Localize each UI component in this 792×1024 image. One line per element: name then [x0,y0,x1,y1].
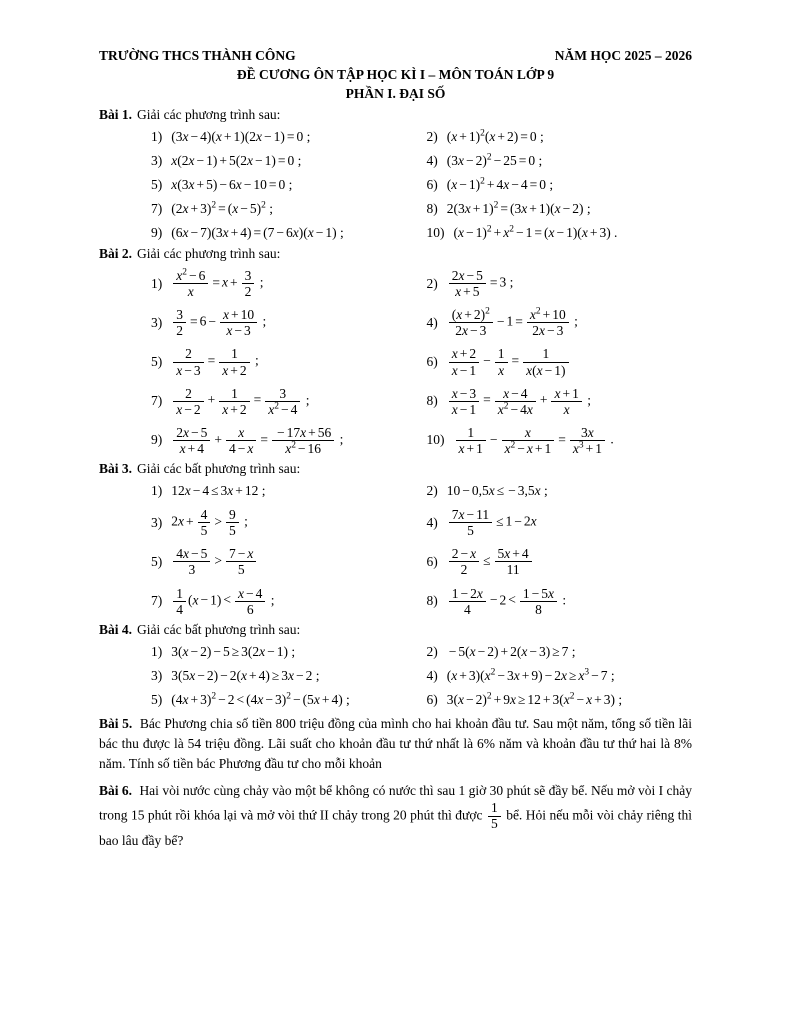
fraction: $\frac{1}{x(x - 1)}$ [523,346,568,377]
equation-item [427,692,693,708]
equation-math: $(4x + 3)^2 - 2 < (4x - 3)^2 - (5x + 4)$ ; [171,691,350,707]
equation-math: $\frac{(x + 2)^2}{2x - 3}$ − 1 = $\frac{x^2 + 10}{2x - 3}$ ; [447,307,578,338]
fraction: $\frac{2x - 5}{x + 4}$ [173,425,210,456]
equation-number: 3) [151,514,163,530]
equation-math: $(x + 1)^2(x + 2) = 0$ ; [446,128,544,144]
fraction: $\frac{x + 1}{x}$ [551,386,581,417]
problem-heading [99,246,692,262]
equation-grid [151,129,692,241]
fraction-numerator: 1 [488,801,501,817]
document-title: ĐỀ CƯƠNG ÔN TẬP HỌC KÌ I – MÔN TOÁN LỚP 9 [236,67,555,82]
fraction: $\frac{1}{4}$ [173,586,186,617]
fraction: $\frac{1 - 2x}{4}$ [449,586,486,617]
school-year: NĂM HỌC 2025 – 2026 [554,48,692,63]
equation-item [427,153,693,169]
equation-item [151,225,417,241]
equation-item [151,153,417,169]
equation-item [427,483,693,499]
equation-item [151,386,417,417]
equation-number: 8) [426,201,438,216]
equation-item [151,425,417,456]
equation-math: 3(x − 2) − 5 ≥ 3(2x − 1) ; [171,643,296,659]
equation-item [151,546,417,577]
equation-item [427,386,693,417]
equation-number: 7) [151,393,163,409]
equation-number: 3) [151,153,163,168]
equation-math: $\frac{x^2 - 6}{x}$ = x + $\frac{3}{2}$ ; [171,268,263,299]
equation-number: 8) [426,593,438,609]
fraction: $\frac{x - 4}{x^2 - 4x}$ [495,386,536,417]
equation-item [427,586,693,617]
problem-label: Bài 4. [99,621,133,637]
equation-number: 6) [426,691,438,707]
fraction: $\frac{4}{5}$ [198,507,211,538]
fraction [488,801,501,832]
equation-math: $\frac{4x - 5}{3}$ > $\frac{7 - x}{5}$ [171,546,258,577]
fraction-denominator: 5 [490,815,498,831]
fraction: $\frac{2}{x - 3}$ [173,346,203,377]
equation-math: 10 − 0,5x ≤ − 3,5x ; [446,483,548,499]
word-problem-6 [99,781,692,852]
document-header [99,48,692,64]
equation-math: 12x − 4 ≤ 3x + 12 ; [171,483,266,499]
equation-item [427,668,693,684]
equation-number: 10) [426,225,445,240]
equation-item [151,507,417,538]
equation-math: 2x + $\frac{4}{5}$ > $\frac{9}{5}$ ; [171,507,248,539]
equation-math: $\frac{2x - 5}{x + 5}$ = 3 ; [447,268,514,299]
fraction: $\frac{x^2 + 10}{2x - 3}$ [527,307,569,338]
equation-item [151,177,417,193]
problem-group [99,246,692,456]
problem-intro: Giải các bất phương trình sau: [137,461,301,477]
equation-number: 7) [151,593,163,609]
equation-item [151,346,417,377]
problem-group [99,622,692,708]
equation-item [151,307,417,338]
equation-item [427,201,693,217]
equation-math: $\frac{x - 3}{x - 1}$ = $\frac{x - 4}{x^2 - 4x}$ + $\frac{x + 1}{x}$ ; [447,386,591,417]
equation-number: 9) [151,432,163,448]
fraction: $\frac{x + 10}{x - 3}$ [220,307,257,338]
equation-math: $2(3x + 1)^2 = (3x + 1)(x - 2)$ ; [446,200,591,216]
equation-number: 4) [426,667,438,683]
equation-math: $3(x - 2)^2 + 9x \ge 12 + 3(x^2 - x + 3)$ ; [446,691,623,707]
fraction: $\frac{x - 3}{x - 1}$ [449,386,479,417]
word-problem-5 [99,714,692,775]
problem-intro: Giải các phương trình sau: [137,107,281,122]
school-name: TRƯỜNG THCS THÀNH CÔNG [99,48,296,63]
equation-math: $\frac{2 - x}{2}$ ≤ $\frac{5x + 4}{11}$ [447,546,534,577]
word-problems [99,714,692,852]
fraction: $\frac{x}{x^2 - x + 1}$ [502,425,555,456]
problem-label: Bài 5. [99,715,133,731]
equation-item [151,586,417,617]
equation-number: 4) [426,514,438,530]
equation-math: $(3x - 2)^2 - 25 = 0$ ; [446,152,543,168]
equation-number: 3) [151,667,163,683]
equation-number: 4) [426,314,438,330]
equation-number: 2) [426,129,438,144]
equation-math: (6x − 7)(3x + 4) = (7 − 6x)(x − 1) ; [171,225,344,240]
equation-number: 3) [151,314,163,330]
problem-label: Bài 6. [99,782,133,798]
equation-item [151,129,417,145]
equation-number: 5) [151,553,163,569]
equation-math: $\frac{2}{x - 2}$ + $\frac{1}{x + 2}$ = $\frac{3}{x^2 - 4}$ ; [171,386,309,417]
fraction: $\frac{3}{x^2 - 4}$ [265,386,300,417]
fraction: $\frac{x - 4}{6}$ [235,586,265,617]
fraction: $\frac{7 - x}{5}$ [226,546,256,577]
equation-math: x(3x + 5) − 6x − 10 = 0 ; [171,177,293,192]
equation-number: 5) [151,691,163,707]
equation-number: 8) [426,393,438,409]
fraction: $\frac{(x + 2)^2}{2x - 3}$ [449,307,493,338]
equation-item [427,346,693,377]
problem-label: Bài 2. [99,246,133,261]
problem-intro: Giải các bất phương trình sau: [137,621,301,637]
fraction: $\frac{4x - 5}{3}$ [173,546,210,577]
problem-text: Hai vòi nước cùng chảy vào một bể không có nước thì sau 1 giờ 30 phút sẽ đầy bể. Nếu mở vòi I chảy trong 15 phút rồi khóa lại và mở vòi thứ II chảy trong 20 phút thì được [99,782,692,823]
fraction: $\frac{2 - x}{2}$ [449,546,479,577]
equation-math: $\frac{3}{2}$ = 6 − $\frac{x + 10}{x - 3}$ ; [171,307,266,338]
problem-heading [99,461,692,477]
problem-text: bể. Hỏi nếu mỗi vòi chảy riêng thì bao lâu đầy bể? [99,807,693,849]
equation-grid [151,483,692,617]
fraction: $\frac{9}{5}$ [226,507,239,538]
fraction: $\frac{- 17x + 56}{x^2 - 16}$ [272,425,334,456]
equation-math: $(2x + 3)^2 = (x - 5)^2$ ; [171,200,273,216]
equation-number: 1) [151,483,163,499]
fraction: $\frac{5x + 4}{11}$ [495,546,532,577]
fraction: $\frac{1}{x + 1}$ [456,425,486,456]
equation-number: 4) [426,153,438,168]
equation-number: 10) [426,432,445,448]
fraction: $\frac{1}{x + 2}$ [219,346,249,377]
equation-math: 3(5x − 2) − 2(x + 4) ≥ 3x − 2 ; [171,667,320,683]
problem-heading [99,622,692,638]
fraction: $\frac{7x - 11}{5}$ [449,507,492,538]
equation-item [151,268,417,299]
equation-number: 2) [426,643,438,659]
equation-item [427,225,693,241]
problem-heading [99,107,692,123]
equation-number: 5) [151,177,163,192]
fraction: $\frac{2x - 5}{x + 5}$ [449,268,486,299]
equation-item [427,546,693,577]
fraction: $\frac{x}{4 - x}$ [226,425,256,456]
equation-item [151,668,417,684]
equation-number: 2) [426,275,438,291]
fraction: $\frac{3x}{x^3 + 1}$ [570,425,605,456]
equation-number: 1) [151,129,163,144]
equation-math: $\frac{1}{x + 1}$ − $\frac{x}{x^2 - x + 1}$ = $\frac{3x}{x^3 + 1}$ . [454,425,614,456]
equation-item [151,644,417,660]
problem-label: Bài 1. [99,107,133,122]
equation-item [427,425,693,456]
equation-item [151,483,417,499]
equation-math: $\frac{1 - 2x}{4}$ − 2 < $\frac{1 - 5x}{8}$ : [447,586,566,617]
equation-item [427,307,693,338]
equation-number: 7) [151,201,163,216]
equation-number: 1) [151,275,163,291]
equation-item [427,268,693,299]
equation-item [151,201,417,217]
equation-math: $(x - 1)^2 + 4x - 4 = 0$ ; [446,176,554,192]
problem-group [99,461,692,617]
equation-item [427,177,693,193]
equation-item [427,507,693,538]
equation-grid [151,268,692,456]
equation-math: $\frac{x + 2}{x - 1}$ − $\frac{1}{x}$ = $\frac{1}{x(x - 1)}$ [447,346,571,377]
equation-math: − 5(x − 2) + 2(x − 3) ≥ 7 ; [448,643,576,659]
equation-math: $\frac{2x - 5}{x + 4}$ + $\frac{x}{4 - x}$ = $\frac{- 17x + 56}{x^2 - 16}$ ; [171,425,343,456]
equation-math: $(x + 3)(x^2 - 3x + 9) - 2x \ge x^3 - 7$ ; [446,667,615,683]
section-title: PHẦN I. ĐẠI SỐ [345,86,446,101]
problem-group [99,107,692,241]
problem-list [99,107,692,708]
fraction: $\frac{x + 2}{x - 1}$ [449,346,479,377]
equation-number: 9) [151,225,163,240]
fraction: $\frac{3}{2}$ [173,307,186,338]
fraction: $\frac{3}{2}$ [242,268,255,299]
problem-label: Bài 3. [99,461,133,477]
equation-number: 2) [426,483,438,499]
equation-item [427,129,693,145]
equation-number: 1) [151,643,163,659]
equation-math: x(2x − 1) + 5(2x − 1) = 0 ; [171,153,302,168]
equation-item [151,692,417,708]
equation-number: 6) [426,177,438,192]
equation-math: $\frac{1}{4}$ (x − 1) < $\frac{x - 4}{6}$ ; [171,586,274,617]
equation-math: (3x − 4)(x + 1)(2x − 1) = 0 ; [171,129,311,144]
equation-math: $\frac{2}{x - 3}$ = $\frac{1}{x + 2}$ ; [171,346,259,377]
equation-math: $\frac{7x - 11}{5}$ ≤ 1 − 2x [447,507,537,538]
equation-math: $(x - 1)^2 + x^2 - 1 = (x - 1)(x + 3)$ . [453,224,618,240]
fraction: $\frac{1 - 5x}{8}$ [520,586,557,617]
problem-text: Bác Phương chia số tiền 800 triệu đồng của mình cho hai khoản đầu tư. Sau một năm, tổng số tiền lãi bác thu được là 54 triệu đồng. Lãi suất cho khoản đầu tư thứ nhất là 6% năm và khoản đầu tư thứ hai là 8% năm. Tính số tiền bác Phương đầu tư cho mỗi khoản [99,715,692,772]
equation-number: 6) [426,354,438,370]
equation-item [427,644,693,660]
equation-number: 6) [426,553,438,569]
equation-grid [151,644,692,708]
fraction: $\frac{1}{x}$ [495,346,508,377]
fraction: $\frac{1}{x + 2}$ [219,386,249,417]
fraction: $\frac{2}{x - 2}$ [173,386,203,417]
fraction: $\frac{x^2 - 6}{x}$ [173,268,208,299]
equation-number: 5) [151,354,163,370]
problem-intro: Giải các phương trình sau: [137,246,281,261]
